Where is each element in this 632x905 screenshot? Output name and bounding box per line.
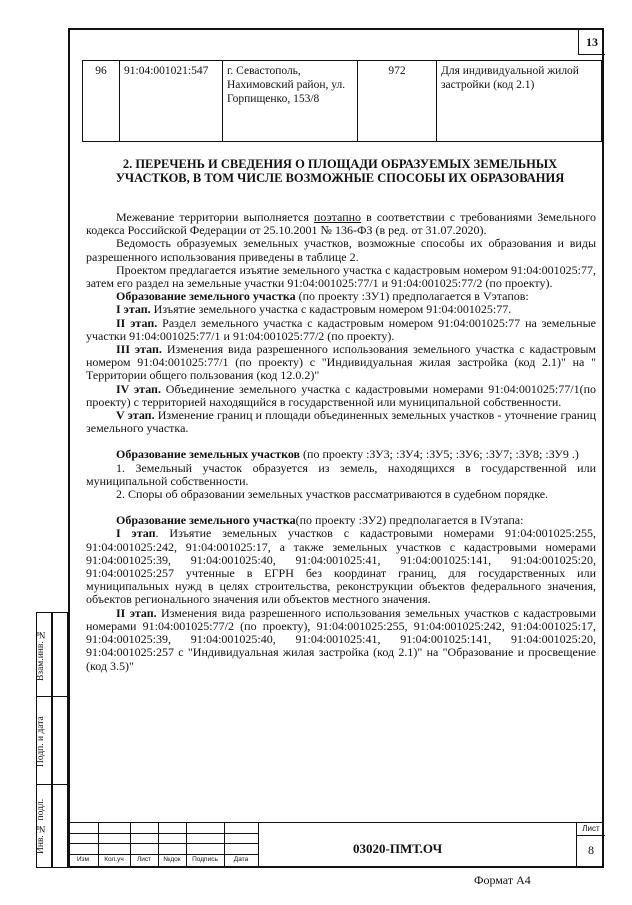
paragraph: Проектом предлагается изъятие земельного участка с кадастровым номером 91:04:001025:77, затем его раздел на земельные участки 91:04:001025:77/1 и 91:04:001025:77/2 (по проекту). bbox=[86, 262, 596, 291]
cell-use: Для индивидуальной жилой застройки (код 2.1) bbox=[437, 61, 602, 142]
stamp-col-ndok: №док bbox=[163, 856, 181, 863]
text: Изъятие земельного участка с кадастровым номером 91:04:001025:77. bbox=[150, 302, 512, 317]
paragraph: 1. Земельный участок образуется из земель, находящихся в государственной или муниципальной собственности. bbox=[86, 460, 596, 488]
text: Объединение земельного участка с кадастровыми номерами 91:04:001025:77/1(по проекту) с территорией находящийся в государственной или муниципальной собственности. bbox=[86, 381, 596, 409]
text: (по проекту :ЗУ2) предполагается в IVэтапа: bbox=[295, 513, 524, 528]
stage-label: II этап. bbox=[116, 605, 157, 620]
paragraph: 2. Споры об образовании земельных участков рассматриваются в судебном порядке. bbox=[116, 487, 549, 502]
stage-label: I этап. bbox=[116, 302, 151, 317]
body-text bbox=[86, 211, 596, 673]
paragraph: Ведомость образуемых земельных участков, возможные способы их образования и виды разрешенного использования приведены в таблице 2. bbox=[86, 236, 596, 264]
text: Межевание территории выполняется bbox=[116, 210, 314, 224]
stage-label: V этап. bbox=[116, 408, 155, 423]
heading-bold: Образование земельного участка bbox=[116, 513, 296, 528]
title-block bbox=[68, 822, 604, 868]
sheet-box bbox=[576, 823, 605, 867]
paragraph bbox=[86, 448, 596, 461]
side-label-inv: Инв. № подл. bbox=[36, 798, 46, 854]
paragraph bbox=[86, 343, 596, 383]
text: Изменение границ и площади объединенных земельных участков - уточнение границ земельного участка. bbox=[86, 408, 596, 436]
text: Изменения вида разрешенного использования земельного участка с кадастровым номером 91:04:001025:77/1 (по проекту) с "Индивидуальная жилая застройка (код 2.1)" на " Территории общего пользования (код 12.0.2)" bbox=[86, 342, 596, 383]
stamp-col-koluch: Кол.уч bbox=[104, 856, 124, 863]
text: в соответствии с требованиями Земельного кодекса Российской Федерации от 25.10.2001 № 136-ФЗ (в ред. от 31.07.2020). bbox=[86, 210, 596, 238]
side-label-podp: Подп. и дата bbox=[36, 716, 46, 768]
text-underlined: поэтапно bbox=[313, 210, 362, 224]
side-label-vzam: Взам.инв. № bbox=[36, 628, 46, 682]
stamp-col-data: Дата bbox=[233, 856, 249, 863]
paragraph bbox=[86, 317, 596, 343]
top-page-number: 13 bbox=[578, 30, 605, 55]
text: . Изъятие земельных участков с кадастровыми номерами 91:04:001025:255, 91:04:001025:242, 91:04:001025:17, а также земельных участков с кадастровыми номерами 91:04:001025:39, 91:04:001025:40, 91:04:001025:41, 91:04:001025:141, 91:04:001025:20, 91:04:001025:257 учтенные в ЕГРН без координат границ, для государственных или муниципальных нужд в целях строительства, реконструкции объектов федерального значения, объектов регионального значения или объектов местного значения. bbox=[86, 526, 596, 607]
text: Раздел земельного участка с кадастровым номером 91:04:001025:77 на земельные участки 91:04:001025:77/1 и 91:04:001025:77/2 (по проекту). bbox=[86, 315, 596, 343]
section-title: 2. ПЕРЕЧЕНЬ И СВЕДЕНИЯ О ПЛОЩАДИ ОБРАЗУЕМЫХ ЗЕМЕЛЬНЫХ УЧАСТКОВ, В ТОМ ЧИСЛЕ ВОЗМОЖНЫЕ СПОСОБЫ ИХ ОБРАЗОВАНИЯ bbox=[115, 157, 565, 185]
cell-area: 972 bbox=[358, 61, 437, 142]
heading-bold: Образование земельных участков bbox=[116, 447, 301, 462]
text: (по проекту :ЗУ1) предполагается в Vэтапов: bbox=[295, 289, 529, 304]
sheet-label: Лист bbox=[577, 823, 605, 836]
stamp-col-list: Лист bbox=[136, 856, 152, 863]
stage-label: III этап. bbox=[116, 342, 162, 357]
cell-address: г. Севастополь, Нахимовский район, ул. Горпищенко, 153/8 bbox=[223, 61, 358, 142]
document-code: 03020-ПМТ.ОЧ bbox=[353, 841, 443, 856]
text: Изменения вида разрешенного использования земельных участков с кадастровыми номерами 91:04:001025:77/2 (по проекту), 91:04:001025:255, 91:04:001025:242, 91:04:001025:17, 91:04:001025:39, 91:04:001025:40, 91:04:001025:41, 91:04:001025:141, 91:04:001025:20, 91:04:001025:257 с "Индивидуальная жилая застройка (код 2.1)" на "Образование и просвещение (код 3.5)" bbox=[86, 605, 597, 673]
stamp-col-izm: Изм bbox=[76, 856, 90, 863]
text: (по проекту :ЗУ3; :ЗУ4; :ЗУ5; :ЗУ6; :ЗУ7; :ЗУ8; :ЗУ9 .) bbox=[300, 447, 579, 462]
table-row bbox=[83, 61, 602, 142]
cell-num: 96 bbox=[83, 61, 120, 142]
parcel-table bbox=[82, 60, 602, 142]
side-col-values bbox=[52, 612, 68, 868]
cell-cadastre: 91:04:001021:547 bbox=[120, 61, 223, 142]
heading-bold: Образование земельного участка bbox=[116, 289, 296, 304]
stage-label: IV этап. bbox=[116, 381, 161, 396]
format-label: Формат А4 bbox=[474, 873, 531, 887]
paragraph bbox=[86, 383, 596, 409]
stage-label: II этап. bbox=[116, 315, 158, 330]
stage-label: I этап bbox=[116, 526, 156, 541]
paragraph bbox=[86, 527, 596, 606]
stamp-col-podpis: Подпись bbox=[192, 856, 218, 863]
paragraph bbox=[86, 607, 596, 673]
paragraph bbox=[86, 211, 596, 237]
paragraph bbox=[86, 409, 596, 435]
revision-grid bbox=[68, 823, 258, 867]
sheet-number: 8 bbox=[588, 843, 594, 857]
